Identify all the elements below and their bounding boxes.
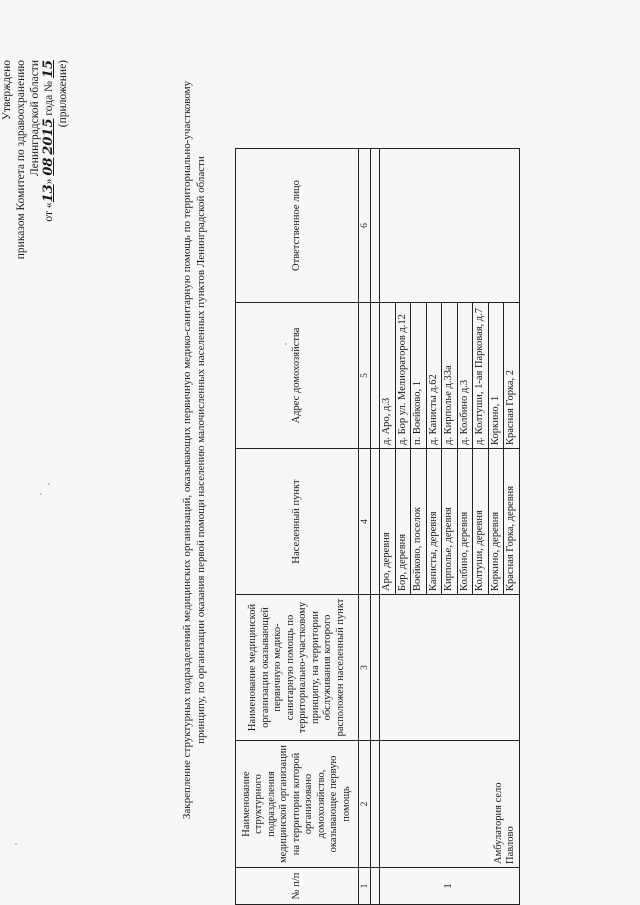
approval-title: Утверждено: [1, 60, 13, 121]
approval-appendix: (приложение): [57, 60, 69, 128]
address-cell: д. Кирполье д.33а: [442, 303, 458, 449]
address-cell: д. Колбино д.3: [457, 303, 473, 449]
settlement-cell: Воейково, поселок: [411, 449, 427, 595]
column-number: 4: [359, 449, 371, 595]
scan-speck: [48, 483, 50, 485]
settlement-cell: Бор, деревня: [395, 449, 411, 595]
group-organization: [380, 595, 520, 741]
approval-order: приказом Комитета по здравоохранению: [15, 60, 27, 260]
approval-date-month: 08: [41, 157, 56, 176]
settlement-cell: Канисты, деревня: [426, 449, 442, 595]
settlement-cell: Коркино, деревня: [488, 449, 504, 595]
settlement-cell: Колбино, деревня: [457, 449, 473, 595]
approval-date-year: 2015: [41, 118, 56, 155]
table-header-row: [236, 149, 359, 905]
table-row: [380, 149, 396, 905]
address-cell: Коркино, 1: [488, 303, 504, 449]
address-cell: Красная Горка, 2: [504, 303, 520, 449]
column-number-row: [359, 149, 371, 905]
scan-speck: [15, 843, 17, 845]
heading-line-2: принципу, по организации оказания первой помощи населению малочисленных населенных пунктов Ленинградской области: [195, 156, 207, 744]
approval-stamp: [0, 60, 70, 259]
header-organization: Наименование медицинской организации оказывающей первичную медико-санитарную помощь по территориально-участковому принципу, на территории обслуживания которого расположен населенный пункт: [236, 595, 359, 741]
spacer-row: [371, 149, 380, 905]
approval-date: от «13» 08 2015 года № 15: [41, 60, 56, 222]
address-cell: д. Бор ул. Мелиораторов д.12: [395, 303, 411, 449]
settlement-cell: Красная Горка, деревня: [504, 449, 520, 595]
settlement-cell: Кирполье, деревня: [442, 449, 458, 595]
column-number: 2: [359, 741, 371, 868]
document-heading: [180, 35, 208, 865]
group-num: 1: [380, 868, 520, 905]
approval-order-number: 15: [41, 60, 56, 79]
heading-line-1: Закрепление структурных подразделений медицинских организаций, оказывающих первичную медико-санитарную помощь по территориально-участковому: [181, 80, 193, 820]
settlement-cell: Колтуши, деревня: [473, 449, 489, 595]
column-number: 6: [359, 149, 371, 303]
group-subdivision: Амбулатория село Павлово: [380, 741, 520, 868]
approval-date-day: 13: [41, 184, 56, 203]
approval-region: Ленинградской области: [29, 60, 41, 177]
settlement-cell: Аро, деревня: [380, 449, 396, 595]
header-num: № п/п: [236, 868, 359, 905]
registry-table: [235, 148, 520, 905]
header-subdivision: Наименование структурного подразделения медицинской организации на территории которой организовано домохозяйство, оказывающее первую помощь: [236, 741, 359, 868]
group-responsible: [380, 149, 520, 303]
column-number: 1: [359, 868, 371, 905]
header-address: Адрес домохозяйства: [236, 303, 359, 449]
address-cell: д. Колтуши, 1-ая Парковая, д.7: [473, 303, 489, 449]
address-cell: д. Аро, д.3: [380, 303, 396, 449]
header-settlement: Населенный пункт: [236, 449, 359, 595]
column-number: 5: [359, 303, 371, 449]
scan-speck: [40, 493, 42, 495]
column-number: 3: [359, 595, 371, 741]
address-cell: п. Воейково, 1: [411, 303, 427, 449]
scan-speck: [285, 343, 287, 345]
address-cell: д. Канисты д.62: [426, 303, 442, 449]
header-responsible: Ответственное лицо: [236, 149, 359, 303]
